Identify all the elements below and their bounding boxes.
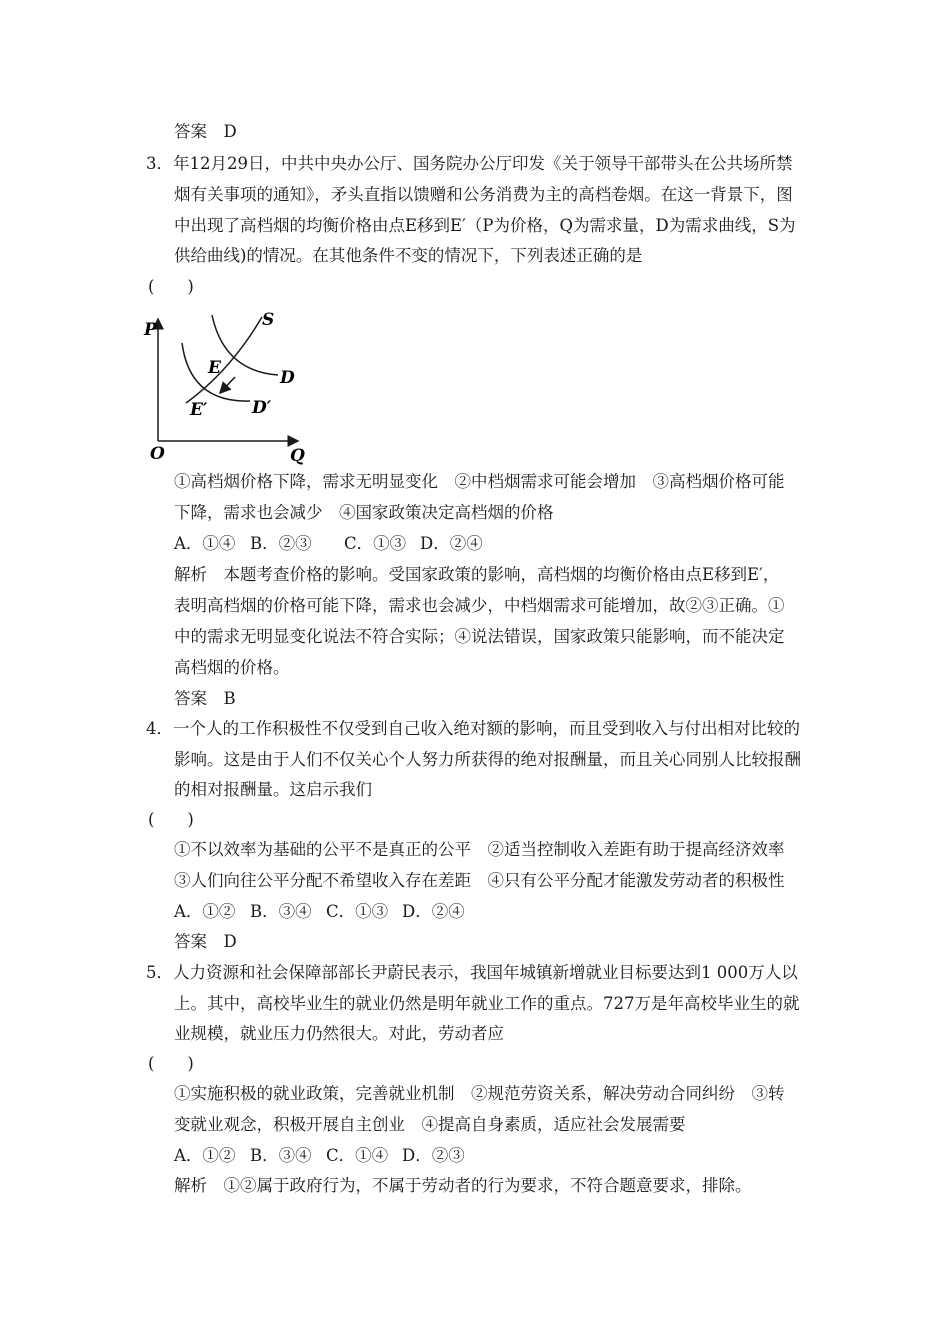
q4-statements-line-1: ①不以效率为基础的公平不是真正的公平 ②适当控制收入差距有助于提高经济效率	[174, 840, 785, 859]
q4-option-a: A．①②	[174, 902, 236, 921]
q5-stem-line-3: 业规模，就业压力仍然很大。对此，劳动者应	[174, 1024, 504, 1043]
q5-options	[174, 1145, 465, 1167]
q3-analysis-line-3: 中的需求无明显变化说法不符合实际；④说法错误，国家政策只能影响，而不能决定	[174, 627, 785, 646]
label-q: Q	[290, 446, 305, 465]
label-e-prime: E′	[190, 400, 208, 420]
q5-stem-line-2: 上。其中，高校毕业生的就业仍然是明年就业工作的重点。727万是年高校毕业生的就	[174, 994, 800, 1013]
q4-option-b: B．③④	[250, 902, 312, 921]
q3-answer-paren: ( )	[148, 277, 194, 296]
q5-stem-line-1: 5．人力资源和社会保障部部长尹蔚民表示，我国年城镇新增就业目标要达到1 000万人以	[146, 963, 798, 982]
q4-stem-line-1: 4．一个人的工作积极性不仅受到自己收入绝对额的影响，而且受到收入与付出相对比较的	[146, 719, 800, 738]
q3-statements-line-1: ①高档烟价格下降，需求无明显变化 ②中档烟需求可能会增加 ③高档烟价格可能	[174, 472, 785, 491]
label-p: P	[144, 320, 157, 340]
q4-answer: 答案 D	[174, 932, 237, 951]
q5-statements-line-1: ①实施积极的就业政策，完善就业机制 ②规范劳资关系，解决劳动合同纠纷 ③转	[174, 1084, 785, 1103]
q2-answer: 答案 D	[174, 122, 237, 141]
q5-statements-line-2: 变就业观念，积极开展自主创业 ④提高自身素质，适应社会发展需要	[174, 1115, 686, 1134]
q5-answer-paren: ( )	[148, 1054, 194, 1073]
q3-analysis-line-4: 高档烟的价格。	[174, 658, 290, 677]
q5-analysis-line-1: 解析 ①②属于政府行为，不属于劳动者的行为要求，不符合题意要求，排除。	[174, 1176, 752, 1195]
supply-curve-s	[186, 317, 262, 403]
q4-option-c: C．①③	[326, 902, 389, 921]
q4-stem-line-2: 影响。这是由于人们不仅关心个人努力所获得的绝对报酬量，而且关心同别人比较报酬	[174, 750, 801, 769]
label-d-prime: D′	[252, 398, 272, 418]
q4-option-d: D．②④	[402, 902, 465, 921]
q3-option-b: B．②③	[250, 534, 312, 553]
q3-option-c: C．①③	[344, 534, 407, 553]
q3-statements-line-2: 下降，需求也会减少 ④国家政策决定高档烟的价格	[174, 503, 554, 522]
q3-option-d: D．②④	[420, 534, 483, 553]
q3-stem-line-3: 中出现了高档烟的均衡价格由点E移到E′（P为价格，Q为需求量，D为需求曲线，S为	[174, 216, 796, 235]
q5-option-c: C．①④	[326, 1146, 389, 1165]
q3-analysis-line-2: 表明高档烟的价格可能下降，需求也会减少，中档烟需求可能增加，故②③正确。①	[174, 596, 785, 615]
q4-answer-paren: ( )	[148, 810, 194, 829]
q5-option-b: B．③④	[250, 1146, 312, 1165]
q3-analysis-line-1: 解析 本题考查价格的影响。受国家政策的影响，高档烟的均衡价格由点E移到E′，	[174, 565, 780, 584]
q3-options	[174, 533, 483, 555]
label-o: O	[150, 444, 165, 464]
shift-arrow	[220, 377, 235, 393]
label-e: E	[208, 358, 221, 378]
q4-statements-line-2: ③人们向往公平分配不希望收入存在差距 ④只有公平分配才能激发劳动者的积极性	[174, 871, 785, 890]
q5-option-a: A．①②	[174, 1146, 236, 1165]
q3-option-a: A．①④	[174, 534, 236, 553]
q4-stem-line-3: 的相对报酬量。这启示我们	[174, 780, 372, 799]
q3-stem-line-2: 烟有关事项的通知》，矛头直指以馈赠和公务消费为主的高档卷烟。在这一背景下，图	[174, 185, 793, 204]
q5-option-d: D．②③	[402, 1146, 465, 1165]
q3-stem-line-4: 供给曲线)的情况。在其他条件不变的情况下，下列表述正确的是	[174, 246, 643, 265]
supply-demand-figure	[140, 305, 310, 465]
label-d: D	[280, 368, 295, 388]
label-s: S	[262, 310, 275, 330]
q3-answer: 答案 B	[174, 689, 236, 708]
q4-options	[174, 901, 465, 923]
q3-stem-line-1: 3．年12月29日，中共中央办公厅、国务院办公厅印发《关于领导干部带头在公共场所禁	[146, 154, 793, 173]
